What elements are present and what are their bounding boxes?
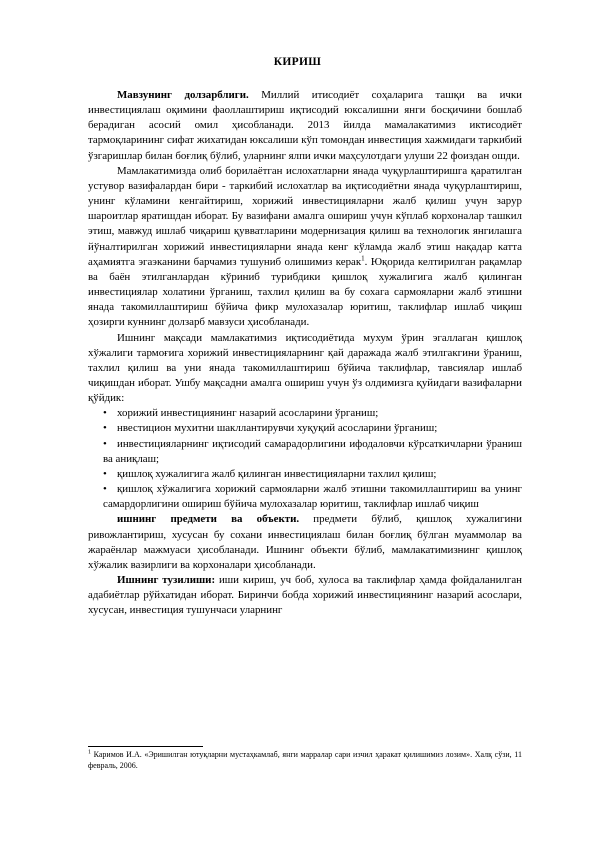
- footnote-marker: 1: [88, 749, 91, 756]
- paragraph-structure: [88, 573, 522, 618]
- footnote: [88, 750, 522, 771]
- footnote-divider: [88, 746, 203, 747]
- list-item: • хорижий инвестициянинг назарий асосларини ўрганиш;: [88, 406, 522, 421]
- footnote-text: Каримов И.А. «Эришилган ютуқларни мустаҳкамлаб, янги марралар сари изчил ҳаракат қилишимиз лозим». Халқ сўзи, 11 февраль, 2006.: [88, 750, 522, 770]
- paragraph-subject-object: [88, 512, 522, 573]
- paragraph-text: предмети бўлиб, қишлоқ хужалигини ривожлантириш, хусусан бу сохани инвестициялаш билан боғлиқ бўлган муаммолар ва жараёнлар мажмуаси ҳисобланади. Ишнинг объекти бўлиб, мамлакатимизнинг қишлоқ хўжалик вазирлиги ва корхоналари ҳисобланади.: [88, 513, 522, 571]
- paragraph-goal: [88, 331, 522, 407]
- paragraph-heading: Ишнинг тузилиши:: [117, 574, 216, 586]
- bullet-icon: •: [103, 437, 107, 450]
- paragraph-text: . Юқорида келтирилган рақамлар ва баён этилганлардан кўриниб турибдики қишлоқ хужалигига жалб қилинган инвестициялар холатини ўрганиш, тахлил қилиш ва бу сохага сармояларни жалб этишни янада такомиллаштириш бўйича фикр мулохазалар юритиш, таклифлар ишлаб чиқиш ҳозирги куннинг долзарб мавзуси ҳисобланади.: [88, 255, 522, 329]
- bullet-icon: •: [103, 422, 107, 435]
- paragraph-text: Ишнинг мақсади мамлакатимиз иқтисодиётида мухум ўрин эгаллаган қишлоқ хўжалиги тармоғига хорижий инвестицияларнинг қай даражада жалб этилгакгини ўраниш, тахлил қилиш ва уни янада такомиллаштириш бўйича таклифлар, тавсиялар ишлаб чиқишдан иборат. Ушбу мақсадни амалга ошириш учун ўз олдимизга қуйидаги вазифаларни қўйдик:: [88, 331, 522, 405]
- paragraph-text: Мамлакатимизда олиб борилаётган ислохатларни янада чуқурлаштиришга қаратилган устувор вазифалардан бири - таркибий ислохатлар ва иқтисодиётни янада чуқурлаштириш, унинг кўламини кенгайтириш, хорижий инвестицияларни жалб қилиш учун зарур шароитлар яратишдан иборат. Бу вазифани амалга ошириш учун кўплаб корхоналар ташкил этиш, мавжуд ишлаб чиқариш қувватларини модернизация қилиш ва технологик янгилашга йўналтирилган хорижий инвестицияларни янада кенг кўламда жалб этиш нақадар катта аҳамиятга эгаэканини барчамиз тушуниб олишимиз керак: [88, 164, 522, 268]
- paragraph-text: Миллий итисодиёт соҳаларига ташқи ва ички инвестициялаш оқимини фаоллаштириш иқтисодий юксалишни янги босқичини бошлаб берадиган асосий омил ҳисобланади. 2013 йилда мамалакатимиз иктисодиёт тармоқларининг сифат жихатидан юксалиши кўп томондан инвестиция хажмидаги таркибий ўзгаришлар билан боғлиқ бўлиб, уларнинг ялпи ички маҳсулотдаги улуши 22 фоиздан ошди.: [88, 89, 522, 162]
- list-item: • нвестицион мухитни шакллантирувчи хуқуқий асосларини ўрганиш;: [88, 421, 522, 436]
- footnote-reference[interactable]: 1: [361, 254, 365, 263]
- paragraph-heading: ишнинг предмети ва объекти.: [117, 513, 300, 526]
- paragraph-reforms: [88, 164, 522, 331]
- page-title: КИРИШ: [273, 56, 322, 68]
- list-item: • қишлоқ хўжалигига хорижий сармояларни жалб этишни такомиллаштириш ва унинг самардорлигини ошириш бўйича мулохазалар юритиш, таклифлар ишлаб чиқиш: [103, 483, 522, 511]
- list-item: • инвестицияларнинг иқтисодий самарадорлигини ифодаловчи кўрсаткичларни ўраниш ва аниқлаш;: [103, 437, 522, 465]
- bullet-icon: •: [103, 407, 107, 420]
- paragraph-heading: Мавзунинг долзарблиги.: [117, 89, 249, 101]
- paragraph-text: иши кириш, уч боб, хулоса ва таклифлар ҳамда фойдаланилган адабиётлар рўйхатидан иборат. Биринчи бобда хорижий инвестициянинг назарий асослари, хусусан, инвестиция тушунчаси уларнинг: [88, 574, 522, 617]
- bullet-icon: •: [103, 467, 107, 480]
- paragraph-relevance: [88, 88, 522, 164]
- bullet-icon: •: [103, 483, 107, 496]
- document-body: [88, 88, 522, 618]
- list-item: • қишлоқ хужалигига жалб қилинган инвестицияларни тахлил қилиш;: [88, 467, 522, 482]
